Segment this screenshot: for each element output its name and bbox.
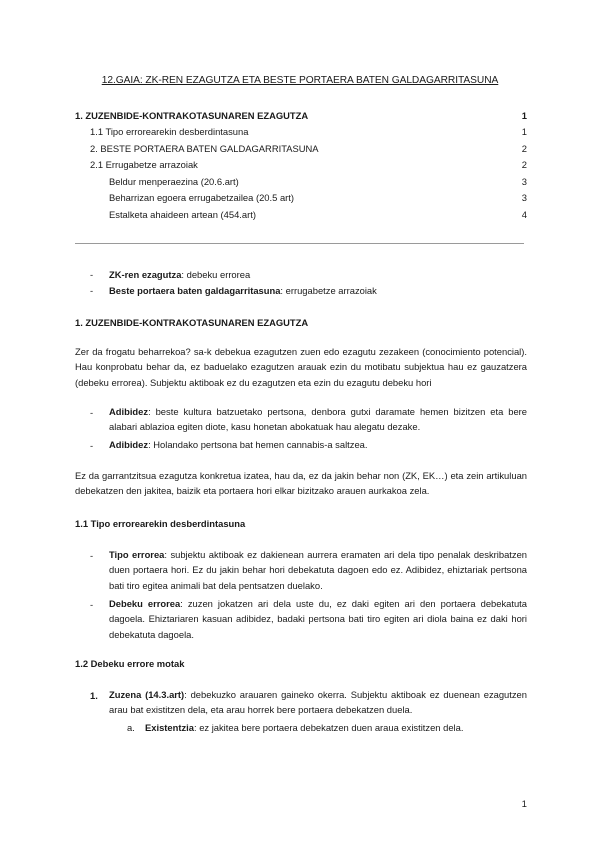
numbered-item <box>109 687 527 718</box>
toc-entry-page: 1 <box>521 126 527 137</box>
toc-entry-page: 3 <box>521 192 527 203</box>
summary-text: : debeku errorea <box>181 269 251 280</box>
definition-term: Tipo errorea <box>109 549 165 560</box>
example-text: : Holandako pertsona bat hemen cannabis-a saltzea. <box>148 439 368 450</box>
dash-bullet: - <box>90 440 94 451</box>
section-heading: 1.1 Tipo errorearekin desberdintasuna <box>75 518 246 529</box>
summary-term: ZK-ren ezagutza <box>109 269 182 280</box>
document-title: 12.GAIA: ZK-REN EZAGUTZA ETA BESTE PORTAERA BATEN GALDAGARRITASUNA <box>101 75 499 86</box>
toc-entry-label: Estalketa ahaideen artean (454.art) <box>109 209 256 220</box>
toc-entry-label: 1.1 Tipo errorearekin desberdintasuna <box>90 126 249 137</box>
toc-entry-page: 3 <box>521 176 527 187</box>
example-item <box>109 437 527 452</box>
horizontal-divider <box>75 243 524 244</box>
example-text: : beste kultura batzuetako pertsona, denbora gutxi daramate hemen bizitzen eta bere alabari ablazioa egiten diote, kasu honetan abokatuak hau alegatu dezake. <box>109 406 527 433</box>
definition-text: : zuzen jokatzen ari dela uste du, ez daki egiten ari den portaera debekatuta dagoela. Ehiztariaren kasuan adibidez, badaki pertsona bati tiro egiten ari diola baina ez daki hori debekatuta dagoela. <box>109 598 528 640</box>
example-term: Adibidez <box>109 406 149 417</box>
summary-item <box>109 270 250 279</box>
summary-term: Beste portaera baten galdagarritasuna <box>109 285 281 296</box>
sub-item <box>145 723 463 732</box>
dash-bullet: - <box>90 550 94 561</box>
numbered-term: Zuzena (14.3.art) <box>109 689 185 700</box>
paragraph: Ez da garrantzitsua ezagutza konkretua izatea, hau da, ez da jakin behar non (ZK, EK…) eta zein artikuluan debekatzen den jakitea, baizik eta portaera hori elkar bizitzako arauen aurkakoa zela. <box>75 470 527 497</box>
toc-entry-page: 2 <box>521 159 527 170</box>
sub-term: Existentzia <box>145 722 194 733</box>
definition-item <box>109 547 527 593</box>
paragraph: Zer da frogatu beharrekoa? sa-k debekua ezagutzen zuen edo ezagutu zezakeen (conocimiento potencial). Hau konprobatu behar da, ez baduelako ezagutzen arauak ezin du motibatu subjektua hau ez gauzatzera (debeku errorea). Subjektu aktiboak ez du ezagutzen eta ezin du ezagutu debeku hori <box>75 346 527 388</box>
dash-bullet: - <box>90 269 94 280</box>
list-letter: a. <box>127 722 135 733</box>
toc-entry-label: 2.1 Errugabetze arrazoiak <box>90 159 198 170</box>
example-term: Adibidez <box>109 439 149 450</box>
numbered-text: : debekuzko arauaren gaineko okerra. Subjektu aktiboak ez duenean ezagutzen arau bat existitzen dela, eta arau horrek bere portaera debekatzen duela. <box>109 689 527 716</box>
toc-entry-label: 2. BESTE PORTAERA BATEN GALDAGARRITASUNA <box>90 143 319 154</box>
toc-entry-label: Beharrizan egoera errugabetzailea (20.5 art) <box>109 192 295 203</box>
section-heading: 1. ZUZENBIDE-KONTRAKOTASUNAREN EZAGUTZA <box>75 317 309 328</box>
sub-text: : ez jakitea bere portaera debekatzen duen araua existitzen dela. <box>193 722 464 733</box>
dash-bullet: - <box>90 407 94 418</box>
definition-item <box>109 596 527 642</box>
dash-bullet: - <box>90 599 94 610</box>
section-heading: 1.2 Debeku errore motak <box>75 658 185 669</box>
dash-bullet: - <box>90 285 94 296</box>
toc-entry-page: 1 <box>521 110 527 121</box>
toc-entry-page: 2 <box>521 143 527 154</box>
list-number: 1. <box>90 690 98 701</box>
page-number: 1 <box>521 799 527 810</box>
toc-entry-page: 4 <box>521 209 527 220</box>
toc-entry-label: Beldur menperaezina (20.6.art) <box>109 176 239 187</box>
summary-text: : errugabetze arrazoiak <box>280 285 377 296</box>
definition-text: : subjektu aktiboak ez dakienean aurrera eramaten ari dela tipo penalak deskribatzen duen portaera hori. Ez du jakin behar hori debekatuta dagoen edo ez. Adibidez, ehiztariak pertsona bati tiro egitea animali bat dela pentsatzen duelako. <box>109 549 528 591</box>
toc-entry-label: 1. ZUZENBIDE-KONTRAKOTASUNAREN EZAGUTZA <box>75 110 309 121</box>
example-item <box>109 404 527 435</box>
definition-term: Debeku errorea <box>109 598 181 609</box>
summary-item <box>109 286 377 295</box>
